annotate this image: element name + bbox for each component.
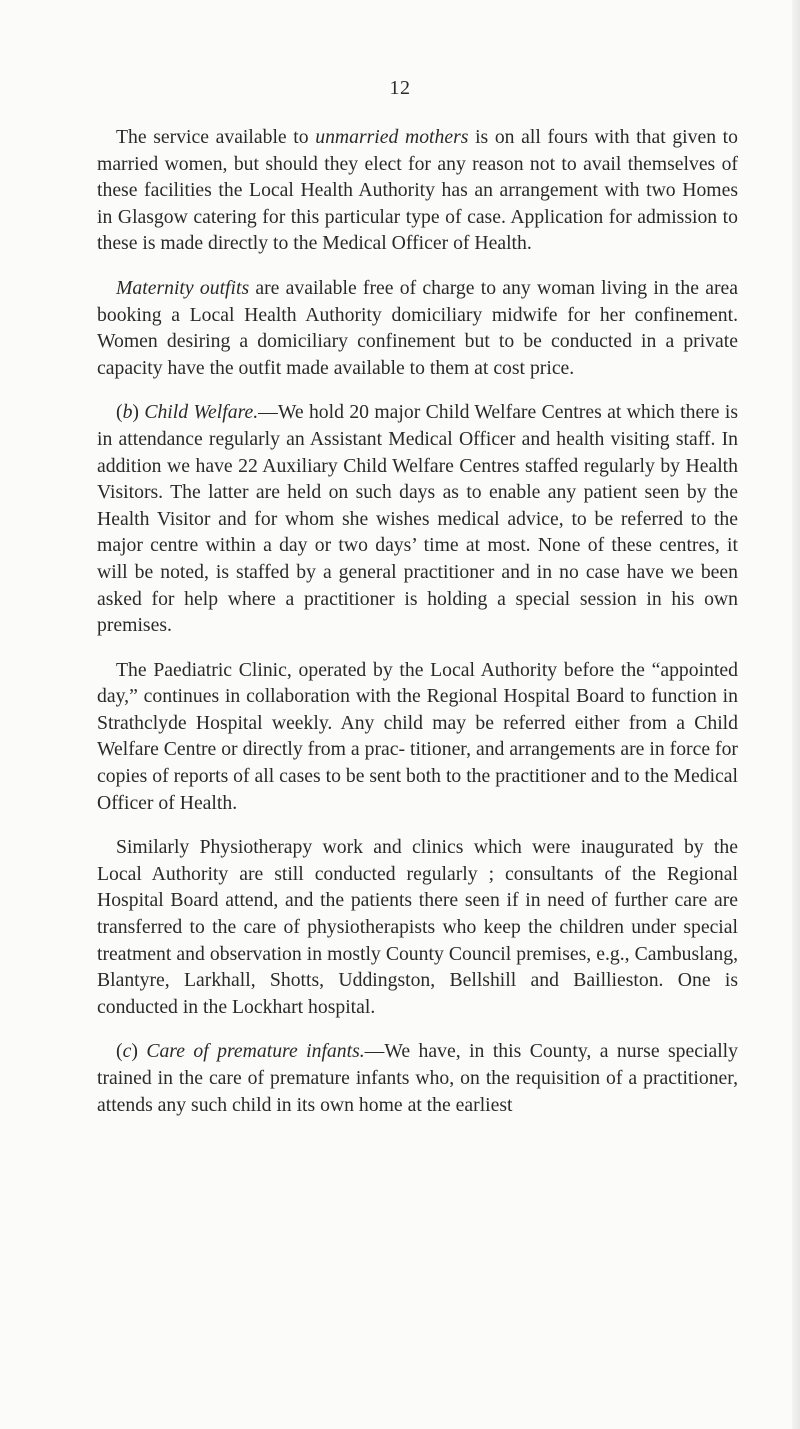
section-marker-close: ) [132,401,145,424]
section-marker-letter: c [122,1040,132,1063]
section-heading: Child Welfare. [144,401,259,424]
paragraph-maternity-outfits [97,275,738,381]
section-marker-close: ) [131,1040,147,1063]
paragraph-text: The service available to [116,126,316,148]
paragraph-child-welfare [97,399,738,638]
paragraph-physiotherapy [97,834,738,1020]
paragraph-italic-term: Maternity outfits [116,276,250,299]
paragraph-text: Similarly Physiotherapy work and clinics which were inaugurated by the Local Authority are still conducted regularly ; consultants of the Regional Hospital Board attend, and the patients there seen if in need of further care are transferred to the care of physiotherapists who keep the children under special treatment and observation in mostly County Council premises, e.g., Cambuslang, Blantyre, Larkhall, Shotts, Uddingston, Bellshill and Baillieston. One is conducted in the Lockhart hospital. [97,836,738,1018]
paragraph-text: —We have, in this County, a nurse specially trained in the care of premature infants who, on the requisition of a practitioner, attends any such child in its own home at the earliest [97,1040,738,1116]
page-number: 12 [389,77,411,99]
paragraph-premature-infants [97,1038,738,1118]
page-edge-shadow [792,0,800,1429]
paragraph-unmarried-mothers [97,124,738,257]
section-marker-open: ( [116,1040,123,1063]
section-marker-open: ( [116,401,123,424]
paragraph-text: The Paediatric Clinic, operated by the Local Authority before the “appointed day,” continues in collaboration with the Regional Hospital Board to function in Strathclyde Hospital weekly. Any child may be referred either from a Child Welfare Centre or directly from a prac- titioner, and arrangements are in force for copies of reports of all cases to be sent both to the practitioner and to the Medical Officer of Health. [97,658,738,814]
paragraph-italic-term: unmarried mothers [315,126,469,148]
section-marker-letter: b [122,401,133,424]
section-heading: Care of premature infants. [146,1040,365,1063]
paragraph-paediatric-clinic [97,657,738,817]
body-text [97,124,738,1134]
paragraph-text: are available free of charge to any woman living in the area booking a Local Health Authority domiciliary midwife for her confinement. Women desiring a domiciliary confinement but to be conducted in a private capacity have the outfit made available to them at cost price. [97,276,738,379]
paragraph-text: —We hold 20 major Child Welfare Centres at which there is in attendance regularly an Assistant Medical Officer and health visiting staff. In addition we have 22 Auxiliary Child Welfare Centres staffed regularly by Health Visitors. The latter are held on such days as to enable any patient seen by the Health Visitor and for whom she wishes medical advice, to be referred to the major centre within a day or two days’ time at most. None of these centres, it will be noted, is staffed by a general practitioner and in no case have we been asked for help where a practitioner is holding a special session in his own premises. [97,401,738,637]
paragraph-text: is on all fours with that given to married women, but should they elect for any reason not to avail themselves of these facilities the Local Health Authority has an arrangement with two Homes in Glasgow catering for this particular type of case. Application for admission to these is made directly to the Medical Officer of Health. [97,126,739,255]
